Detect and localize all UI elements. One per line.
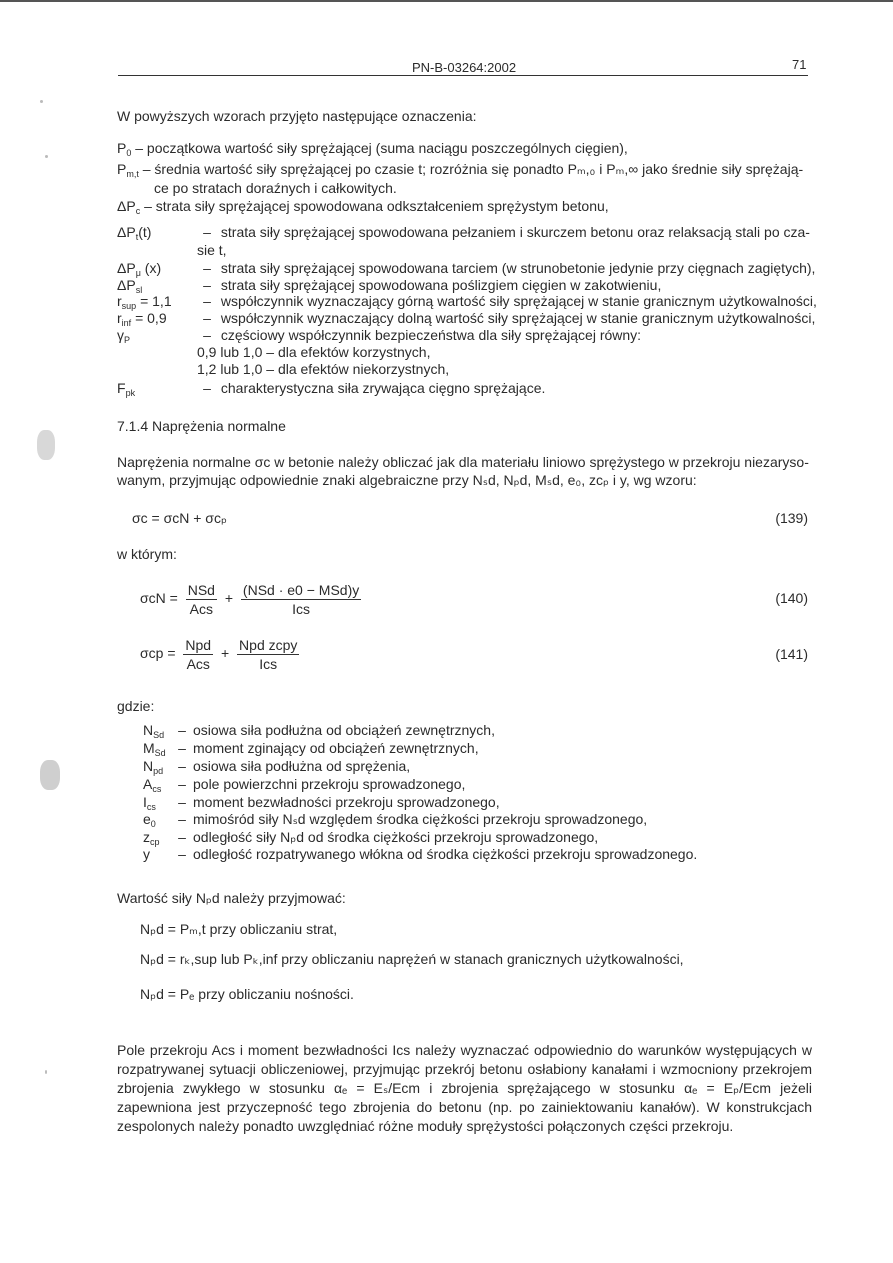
standard-code: PN-B-03264:2002	[412, 60, 517, 75]
loss-dash: –	[203, 293, 211, 309]
loss-symbol: $\Delta P_{sl}$	[117, 277, 143, 295]
loss-symbol: $\Delta P_t(t)$	[117, 224, 152, 242]
loss-text: strata siły sprężającej spowodowana pełzaniem i skurczem betonu oraz relaksacją stali po cza-	[220, 224, 810, 240]
notation-symbol: ΔP	[117, 198, 136, 214]
equation-number: (139)	[775, 510, 808, 526]
loss-dash: –	[203, 380, 211, 396]
loss-dash: –	[203, 310, 211, 326]
section-intro-line: Naprężenia normalne σᴄ w betonie należy obliczać jak dla materiału liniowo sprężystego w przekroju niezaryso-	[117, 454, 809, 470]
notation-row	[117, 198, 609, 216]
scan-speck	[45, 1070, 47, 1074]
loss-row	[117, 327, 641, 345]
notation-symbol: P	[117, 140, 127, 156]
loss-row	[117, 380, 545, 398]
equation-number: (140)	[775, 590, 808, 606]
loss-dash: –	[203, 260, 211, 276]
notation-row	[117, 161, 803, 179]
fraction: $\frac{\text{(NSd · e0 − MSd)y}}{\text{Ics}}$	[242, 582, 360, 617]
loss-text: częściowy współczynnik bezpieczeństwa dla siły sprężającej równy:	[220, 327, 642, 343]
loss-symbol: $r_{inf} = 0,9$	[117, 310, 167, 328]
eq-lhs: σcp =	[140, 645, 176, 662]
page-number: 71	[792, 57, 807, 72]
loss-dash: –	[203, 224, 211, 240]
notation-text: – strata siły sprężającej spowodowana odkształceniem sprężystym betonu,	[144, 198, 609, 214]
loss-continuation: sie t,	[197, 242, 227, 258]
notation-text: – średnia wartość siły sprężającej po czasie t; rozróżnia się ponadto Pₘ,₀ i Pₘ,∞ jako średnie siły sprężają-	[142, 161, 804, 177]
w-ktorym-label: w którym:	[117, 546, 177, 562]
loss-text: współczynnik wyznaczający górną wartość siły sprężającej w stanie granicznym użytkowalności,	[220, 293, 817, 309]
loss-row	[117, 310, 815, 328]
scan-speck	[45, 155, 48, 158]
final-paragraph: Pole przekroju Aᴄs i moment bezwładności Iᴄs należy wyznaczać odpowiednio do warunków występujących w rozpatrywanej sytuacji obliczeniowej, przyjmując przekrój betonu osłabiony kanałami i wzmocniony przekrojem zbrojenia zwykłego w stosunku αₑ = Eₛ/Eᴄm i zbrojenia sprężającego w stosunku αₑ = Eₚ/Eᴄm jeżeli zapewniona jest przyczepność tego zbrojenia do betonu (np. po zainiektowaniu kanałów). W konstrukcjach zespolonych należy ponadto uwzględniać różne moduły sprężystości połączonych części przekroju.	[117, 1042, 812, 1134]
eq-plus: +	[224, 590, 234, 607]
top-edge-rule	[0, 0, 893, 2]
loss-symbol: $F_{pk}$	[117, 380, 136, 398]
section-heading: 7.1.4 Naprężenia normalne	[117, 418, 286, 434]
where-item: $N_{Sd}$ – osiowa siła podłużna od obciążeń zewnętrznych,	[143, 722, 495, 740]
npd-case: Nₚd = Pₘ,t przy obliczaniu strat,	[140, 921, 338, 937]
loss-dash: –	[203, 277, 211, 293]
notation-subscript: c	[135, 206, 141, 216]
loss-symbol: $r_{sup} = 1,1$	[117, 293, 172, 311]
equation-140	[140, 582, 365, 617]
where-item: $z_{cp}$ – odległość siły Nₚd od środka ciężkości przekroju sprowadzonego,	[143, 829, 599, 847]
where-item: $M_{Sd}$ – moment zginający od obciążeń zewnętrznych,	[143, 740, 479, 758]
where-item: $A_{cs}$ – pole powierzchni przekroju sprowadzonego,	[143, 776, 466, 794]
where-item: $N_{pd}$ – osiowa siła podłużna od sprężenia,	[143, 758, 411, 776]
npd-intro: Wartość siły Nₚd należy przyjmować:	[117, 890, 346, 906]
where-item: y – odległość rozpatrywanego włókna od środka ciężkości przekroju sprowadzonego.	[143, 846, 698, 862]
loss-text: współczynnik wyznaczający dolną wartość siły sprężającej w stanie granicznym użytkowalności,	[220, 310, 816, 326]
gdzie-label: gdzie:	[117, 698, 155, 714]
notation-continuation: ce po stratach doraźnych i całkowitych.	[154, 180, 397, 196]
eq-plus: +	[220, 645, 230, 662]
scan-speck	[40, 100, 43, 103]
notation-subscript: 0	[126, 148, 132, 158]
loss-row	[117, 260, 815, 278]
loss-row	[117, 224, 810, 242]
scan-blot	[37, 430, 55, 460]
npd-case: Nₚd = rₖ,sup lub Pₖ,inf przy obliczaniu naprężeń w stanach granicznych użytkowalności,	[140, 951, 684, 967]
where-item: $e_0$ – mimośród siły Nₛd względem środka ciężkości przekroju sprowadzonego,	[143, 811, 648, 829]
loss-dash: –	[203, 327, 211, 343]
where-item: $I_{cs}$ – moment bezwładności przekroju sprowadzonego,	[143, 794, 500, 812]
notation-text: – początkowa wartość siły sprężającej (suma naciągu poszczególnych cięgien),	[135, 140, 628, 156]
loss-text: charakterystyczna siła zrywająca cięgno sprężające.	[220, 380, 546, 396]
fraction: $\frac{\text{NSd}}{\text{Acs}}$	[187, 582, 215, 617]
section-intro-line: wanym, przyjmując odpowiednie znaki algebraiczne przy Nₛd, Nₚd, Mₛd, e₀, zᴄₚ i y, wg wzoru:	[117, 472, 697, 488]
npd-case: Nₚd = Pₑ przy obliczaniu nośności.	[140, 986, 354, 1002]
equation-number: (141)	[775, 646, 808, 662]
loss-continuation: 1,2 lub 1,0 – dla efektów niekorzystnych,	[197, 361, 450, 377]
loss-symbol: $\Delta P_\mu$ (x)	[117, 260, 162, 278]
fraction: $\frac{\text{Npd zcpy}}{\text{Ics}}$	[239, 637, 298, 672]
notation-row	[117, 140, 628, 158]
notation-subscript: m,t	[126, 169, 139, 179]
loss-symbol: $\gamma_P$	[117, 327, 131, 345]
scan-blot	[40, 760, 60, 790]
header-rule	[118, 75, 808, 76]
loss-row	[117, 293, 817, 311]
notation-symbol: P	[117, 161, 127, 177]
loss-continuation: 0,9 lub 1,0 – dla efektów korzystnych,	[197, 344, 431, 360]
equation-139: σᴄ = σᴄN + σᴄₚ	[132, 510, 227, 526]
eq-lhs: σcN =	[140, 590, 178, 607]
loss-text: strata siły sprężającej spowodowana tarciem (w strunobetonie jedynie przy cięgnach zagiętych),	[220, 260, 816, 276]
loss-text: strata siły sprężającej spowodowana poślizgiem cięgien w zakotwieniu,	[220, 277, 662, 293]
intro-text: W powyższych wzorach przyjęto następujące oznaczenia:	[117, 108, 477, 124]
equation-141	[140, 637, 303, 672]
fraction: $\frac{\text{Npd}}{\text{Acs}}$	[185, 637, 212, 672]
